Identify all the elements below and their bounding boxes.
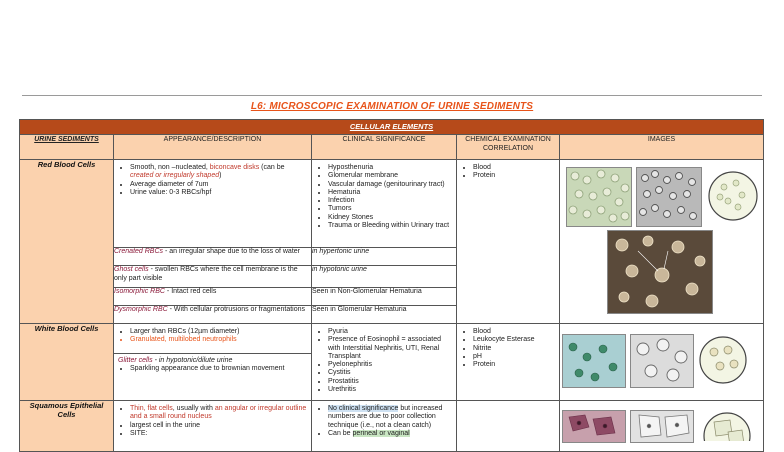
wbc-appearance bbox=[114, 324, 312, 401]
header-sediments: URINE SEDIMENTS bbox=[20, 135, 114, 160]
list-item: • Thin, flat cells, usually with an angular or irregular outline and a small round nucleus bbox=[130, 405, 307, 422]
rbc-appearance bbox=[114, 160, 312, 248]
section-title: CELLULAR ELEMENTS bbox=[20, 120, 764, 135]
list-item: • Prostatitis bbox=[328, 378, 452, 386]
rbc-label: Red Blood Cells bbox=[20, 160, 114, 324]
rbc-micrograph-2 bbox=[636, 167, 702, 227]
rbc-micrograph-1 bbox=[566, 167, 632, 227]
header-chemical-line1: CHEMICAL EXAMINATION bbox=[465, 136, 551, 143]
list-item: • Kidney Stones bbox=[328, 214, 452, 222]
rbc-variant-isomorphic-clinical: Seen in Non-Glomerular Hematuria bbox=[312, 288, 457, 306]
sec-label: Squamous Epithelial Cells bbox=[20, 401, 114, 452]
sec-chemical bbox=[457, 401, 560, 452]
list-item: • Pyelonephritis bbox=[328, 361, 452, 369]
glitter-cells: Glitter cells - in hypotonic/dilute urine • Sparkling appearance due to brownian movement bbox=[114, 353, 311, 374]
header-images: IMAGES bbox=[560, 135, 764, 160]
list-item: • Can be perineal or vaginal bbox=[328, 430, 452, 438]
rbc-variant-isomorphic: Isomorphic RBC - Intact red cells bbox=[114, 288, 312, 306]
list-item: • Nitrite bbox=[473, 345, 555, 353]
list-item: • Vascular damage (genitourinary tract) bbox=[328, 181, 452, 189]
table-header-row bbox=[20, 135, 764, 160]
list-item: • Granulated, multilobed neutrophils bbox=[130, 336, 307, 344]
rbc-variant-ghost-clinical: in hypotonic urine bbox=[312, 266, 457, 288]
header-appearance: APPEARANCE/DESCRIPTION bbox=[114, 135, 312, 160]
list-item: • Cystitis bbox=[328, 369, 452, 377]
list-item: • Sparkling appearance due to brownian movement bbox=[130, 365, 307, 373]
list-item: • Leukocyte Esterase bbox=[473, 336, 555, 344]
wbc-micrograph-2 bbox=[630, 334, 694, 388]
list-item: • SITE: bbox=[130, 430, 307, 438]
list-item: • Larger than RBCs (12µm diameter) bbox=[130, 328, 307, 336]
rbc-clinical bbox=[312, 160, 457, 248]
wbc-micrograph-1 bbox=[562, 334, 626, 388]
list-item: • Average diameter of 7um bbox=[130, 181, 307, 189]
list-item: • Blood bbox=[473, 328, 555, 336]
list-item: • Urine value: 0-3 RBCs/hpf bbox=[130, 189, 307, 197]
rbc-variant-dysmorphic: Dysmorphic RBC - With cellular protrusions or fragmentations bbox=[114, 306, 312, 324]
wbc-chemical bbox=[457, 324, 560, 401]
sec-micrograph-1 bbox=[562, 410, 626, 443]
list-item: • Urethritis bbox=[328, 386, 452, 394]
rbc-micrograph-annotated bbox=[607, 230, 713, 314]
list-item: • pH bbox=[473, 353, 555, 361]
list-item: • Infection bbox=[328, 197, 452, 205]
rbc-diagram bbox=[706, 167, 760, 225]
rbc-variant-ghost: Ghost cells - swollen RBCs where the cell membrane is the only part visible bbox=[114, 266, 312, 288]
list-item: • Smooth, non –nucleated, biconcave disks (can be created or irregularly shaped) bbox=[130, 164, 307, 181]
wbc-clinical bbox=[312, 324, 457, 401]
list-item: • Blood bbox=[473, 164, 555, 172]
list-item: • Protein bbox=[473, 172, 555, 180]
rbc-variant-dysmorphic-clinical: Seen in Glomerular Hematuria bbox=[312, 306, 457, 324]
sec-diagram bbox=[700, 408, 754, 441]
top-rule bbox=[22, 95, 762, 96]
sec-clinical bbox=[312, 401, 457, 452]
list-item: • Protein bbox=[473, 361, 555, 369]
header-clinical: CLINICAL SIGNIFICANCE bbox=[312, 135, 457, 160]
list-item: • largest cell in the urine bbox=[130, 422, 307, 430]
sec-appearance bbox=[114, 401, 312, 452]
list-item: • Hyposthenuria bbox=[328, 164, 452, 172]
sec-micrograph-2 bbox=[630, 410, 694, 443]
list-item: • Pyuria bbox=[328, 328, 452, 336]
list-item: • Hematuria bbox=[328, 189, 452, 197]
list-item: • No clinical significance but increased numbers are due to poor collection technique (i.e., not a clean catch) bbox=[328, 405, 452, 430]
header-chemical bbox=[457, 135, 560, 160]
rbc-variant-crenated-clinical: in hypertonic urine bbox=[312, 248, 457, 266]
header-chemical-line2: CORRELATION bbox=[482, 145, 534, 152]
page-title: L6: MICROSCOPIC EXAMINATION OF URINE SEDIMENTS bbox=[250, 101, 534, 112]
list-item: • Glomerular membrane bbox=[328, 172, 452, 180]
rbc-variant-crenated: Crenated RBCs - an irregular shape due to the loss of water bbox=[114, 248, 312, 266]
list-item: • Tumors bbox=[328, 205, 452, 213]
wbc-label: White Blood Cells bbox=[20, 324, 114, 401]
list-item: • Presence of Eosinophil = associated with Interstitial Nephritis, UTI, Renal Transplant bbox=[328, 336, 452, 361]
wbc-diagram bbox=[696, 332, 750, 388]
rbc-chemical bbox=[457, 160, 560, 324]
list-item: • Trauma or Bleeding within Urinary tract bbox=[328, 222, 452, 230]
